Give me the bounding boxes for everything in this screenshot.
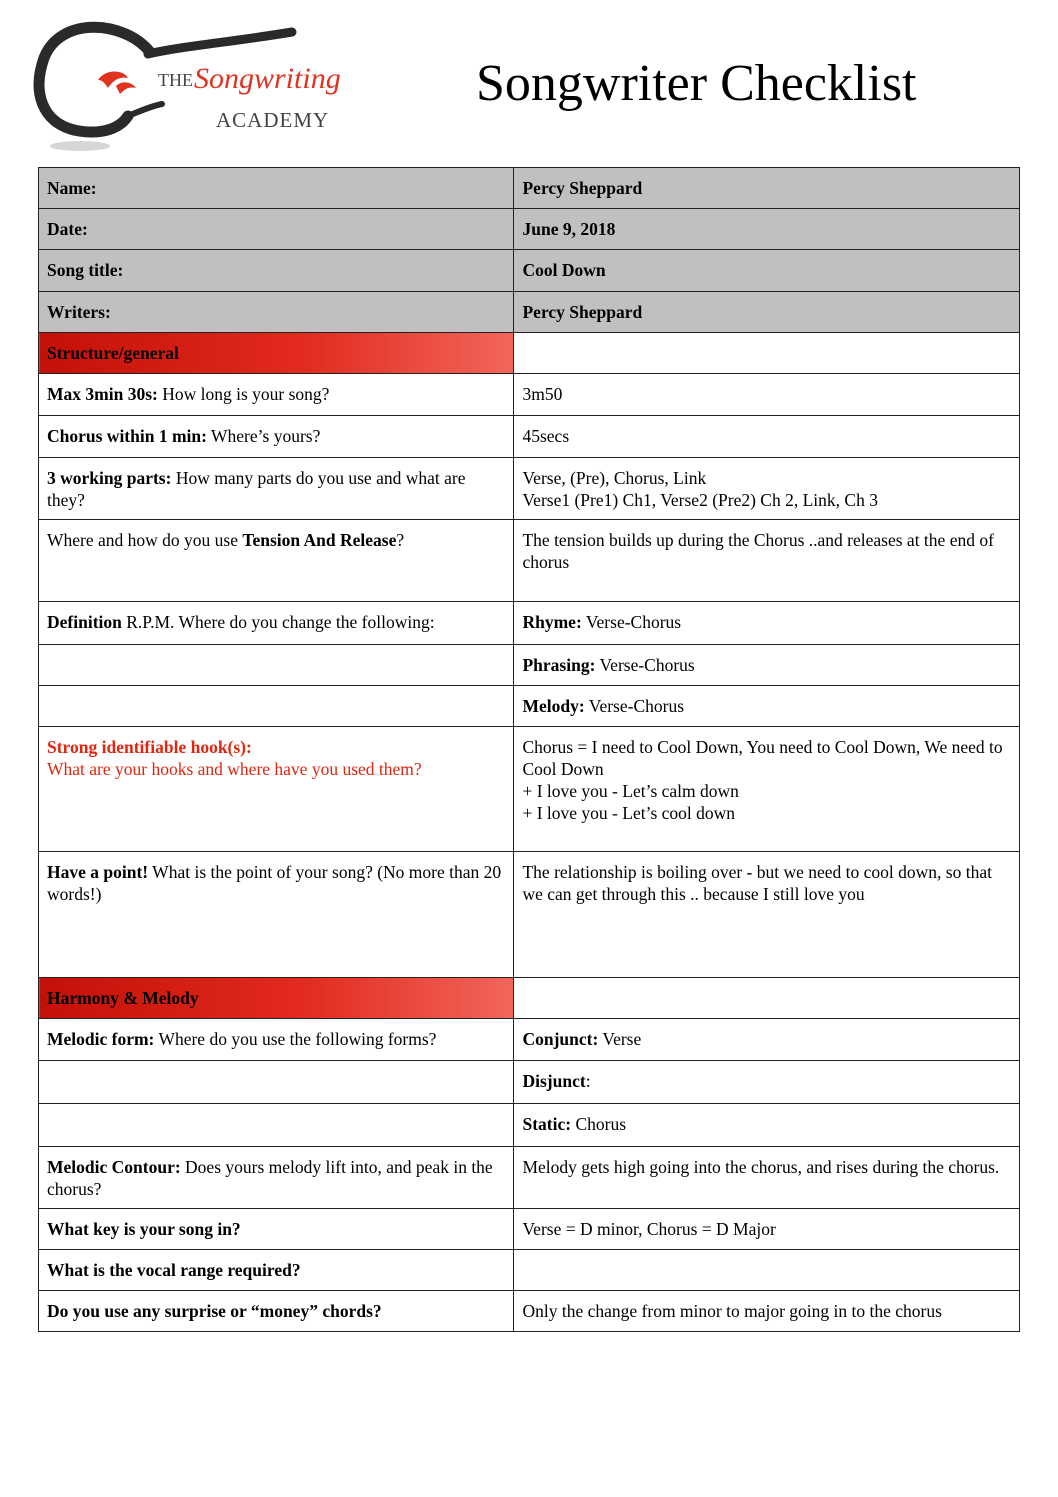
length-label-question: How long is your song? <box>157 384 330 404</box>
section-structure-general <box>39 333 1020 374</box>
hooks-value <box>514 727 1020 852</box>
table-row-vocal-range <box>39 1250 1020 1291</box>
conjunct-value <box>514 1019 1020 1061</box>
page-title: Songwriter Checklist <box>476 55 917 112</box>
name-label: Name: <box>39 168 514 209</box>
melody-answer: Verse-Chorus <box>584 696 685 716</box>
table-row-writers <box>39 292 1020 333</box>
hooks-label-bold: Strong identifiable hook(s): <box>47 737 252 757</box>
working-parts-line-2: Verse1 (Pre1) Ch1, Verse2 (Pre2) Ch 2, Link, Ch 3 <box>522 490 878 510</box>
table-row-key <box>39 1209 1020 1250</box>
section-harmony-melody <box>39 978 1020 1019</box>
key-label: What key is your song in? <box>39 1209 514 1250</box>
table-row-rpm-phrasing <box>39 645 1020 686</box>
rpm-label-question: R.P.M. Where do you change the following: <box>121 612 435 632</box>
vocal-range-value <box>514 1250 1020 1291</box>
empty-cell <box>39 645 514 686</box>
melody-value <box>514 686 1020 727</box>
table-row-chorus-time <box>39 416 1020 458</box>
contour-label-bold: Melodic Contour: <box>47 1157 181 1177</box>
logo-brand-text: Songwriting <box>194 62 341 95</box>
money-chords-label: Do you use any surprise or “money” chords? <box>39 1291 514 1332</box>
working-parts-label-bold: 3 working parts: <box>47 468 172 488</box>
money-chords-value: Only the change from minor to major going in to the chorus <box>514 1291 1020 1332</box>
table-row-name <box>39 168 1020 209</box>
working-parts-value <box>514 458 1020 520</box>
section-heading: Structure/general <box>39 333 514 374</box>
rhyme-answer: Verse-Chorus <box>581 612 682 632</box>
guitar-icon <box>32 20 344 160</box>
songwriting-academy-logo <box>32 20 344 160</box>
point-value: The relationship is boiling over - but we need to cool down, so that we can get through this .. because I still love you <box>514 852 1020 978</box>
melodic-form-label <box>39 1019 514 1061</box>
rhyme-value <box>514 602 1020 645</box>
empty-cell <box>514 333 1020 374</box>
rhyme-label: Rhyme: <box>522 612 582 632</box>
table-row-melodic-contour <box>39 1147 1020 1209</box>
table-row-length <box>39 374 1020 416</box>
key-value: Verse = D minor, Chorus = D Major <box>514 1209 1020 1250</box>
writers-label: Writers: <box>39 292 514 333</box>
working-parts-label <box>39 458 514 520</box>
disjunct-label: Disjunct <box>522 1071 586 1091</box>
table-row-date <box>39 209 1020 250</box>
tension-value: The tension builds up during the Chorus ..and releases at the end of chorus <box>514 520 1020 602</box>
name-value: Percy Sheppard <box>514 168 1020 209</box>
contour-label <box>39 1147 514 1209</box>
empty-cell <box>39 1104 514 1147</box>
chorus-time-label-question: Where’s yours? <box>206 426 321 446</box>
point-label-question: What is the point of your song? (No more than 20 words!) <box>47 862 502 904</box>
table-row-tension-release <box>39 520 1020 602</box>
length-value: 3m50 <box>514 374 1020 416</box>
length-label-bold: Max 3min 30s: <box>47 384 158 404</box>
logo-academy-text: ACADEMY <box>216 108 330 132</box>
contour-value: Melody gets high going into the chorus, and rises during the chorus. <box>514 1147 1020 1209</box>
table-row-rpm-rhyme <box>39 602 1020 645</box>
date-label: Date: <box>39 209 514 250</box>
section-heading: Harmony & Melody <box>39 978 514 1019</box>
melodic-form-label-question: Where do you use the following forms? <box>154 1029 437 1049</box>
empty-cell <box>514 978 1020 1019</box>
rpm-label-bold: Definition <box>47 612 122 632</box>
melodic-form-label-bold: Melodic form: <box>47 1029 155 1049</box>
working-parts-label-question: How many parts do you use and what are they? <box>47 468 466 510</box>
disjunct-value <box>514 1061 1020 1104</box>
melody-label: Melody: <box>522 696 585 716</box>
point-label-bold: Have a point! <box>47 862 149 882</box>
hooks-line-2: + I love you - Let’s calm down <box>522 781 739 801</box>
table-row-rpm-melody <box>39 686 1020 727</box>
phrasing-answer: Verse-Chorus <box>595 655 695 675</box>
tension-label-post: ? <box>396 530 405 550</box>
length-label <box>39 374 514 416</box>
hooks-label <box>39 727 514 852</box>
point-label <box>39 852 514 978</box>
table-row-melodic-form-conjunct <box>39 1019 1020 1061</box>
table-row-song-title <box>39 250 1020 292</box>
table-row-working-parts <box>39 458 1020 520</box>
disjunct-answer: : <box>585 1071 591 1091</box>
hooks-line-3: + I love you - Let’s cool down <box>522 803 736 823</box>
table-row-melodic-form-static <box>39 1104 1020 1147</box>
table-row-money-chords <box>39 1291 1020 1332</box>
working-parts-line-1: Verse, (Pre), Chorus, Link <box>522 468 707 488</box>
table-row-hooks <box>39 727 1020 852</box>
vocal-range-label: What is the vocal range required? <box>39 1250 514 1291</box>
static-answer: Chorus <box>571 1114 627 1134</box>
tension-label-pre: Where and how do you use <box>47 530 243 550</box>
static-value <box>514 1104 1020 1147</box>
empty-cell <box>39 686 514 727</box>
checklist-table <box>38 167 1020 1332</box>
table-row-melodic-form-disjunct <box>39 1061 1020 1104</box>
conjunct-answer: Verse <box>598 1029 642 1049</box>
contour-label-question: Does yours melody lift into, and peak in the chorus? <box>47 1157 493 1199</box>
hooks-line-1: Chorus = I need to Cool Down, You need to Cool Down, We need to Cool Down <box>522 737 1003 779</box>
tension-label <box>39 520 514 602</box>
static-label: Static: <box>522 1114 572 1134</box>
chorus-time-label-bold: Chorus within 1 min: <box>47 426 207 446</box>
date-value: June 9, 2018 <box>514 209 1020 250</box>
chorus-time-label <box>39 416 514 458</box>
song-title-value: Cool Down <box>514 250 1020 292</box>
song-title-label: Song title: <box>39 250 514 292</box>
rpm-label <box>39 602 514 645</box>
chorus-time-value: 45secs <box>514 416 1020 458</box>
hooks-label-question: What are your hooks and where have you used them? <box>47 759 422 779</box>
tension-label-bold: Tension And Release <box>242 530 397 550</box>
phrasing-label: Phrasing: <box>522 655 596 675</box>
phrasing-value <box>514 645 1020 686</box>
table-row-point <box>39 852 1020 978</box>
conjunct-label: Conjunct: <box>522 1029 599 1049</box>
empty-cell <box>39 1061 514 1104</box>
logo-the-text: THE <box>158 70 193 90</box>
writers-value: Percy Sheppard <box>514 292 1020 333</box>
